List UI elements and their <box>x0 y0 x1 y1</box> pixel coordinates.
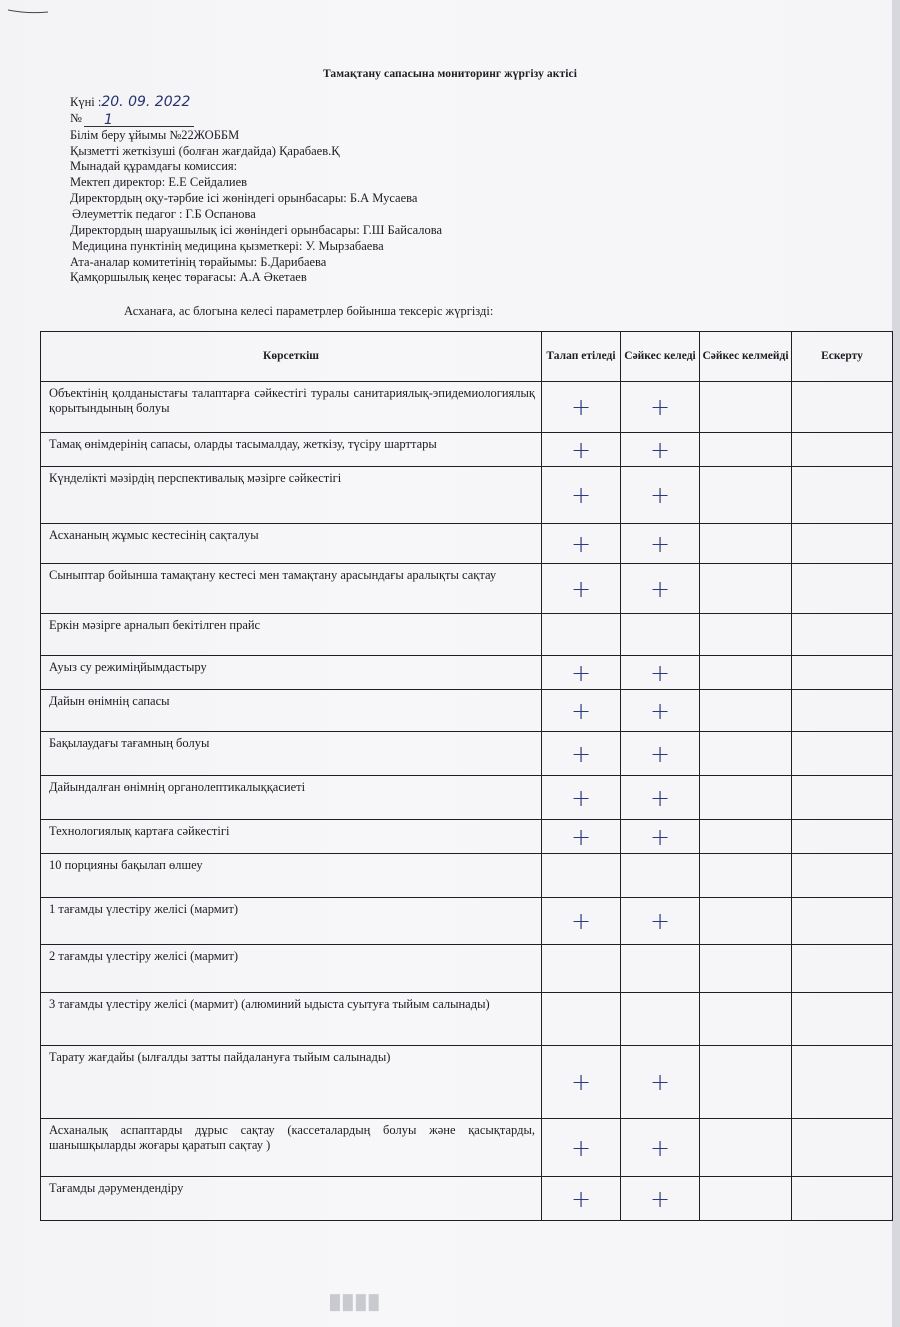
commission-line: Қамқоршылық кеңес төрағасы: А.А Әкетаев <box>70 270 307 284</box>
page-edge <box>892 0 900 1327</box>
not-matches-cell <box>700 1177 792 1221</box>
column-header-note: Ескерту <box>792 332 893 382</box>
required-mark: + <box>542 564 621 614</box>
not-matches-cell <box>700 433 792 467</box>
pen-scribble-mark <box>8 8 48 14</box>
table-body <box>41 382 893 1221</box>
not-matches-cell <box>700 564 792 614</box>
table-row <box>41 776 893 820</box>
not-matches-cell <box>700 467 792 524</box>
commission-line: Ата-аналар комитетінің төрайымы: Б.Дарибаева <box>70 255 327 269</box>
matches-mark: + <box>621 1177 700 1221</box>
note-cell <box>792 820 893 854</box>
note-cell <box>792 524 893 564</box>
indicator-cell: Бақылаудағы тағамның болуы <box>41 732 542 776</box>
commission-line: Мынадай құрамдағы комиссия: <box>70 159 238 173</box>
column-header-indicator: Көрсеткіш <box>41 332 542 382</box>
not-matches-cell <box>700 993 792 1046</box>
matches-mark: + <box>621 1119 700 1177</box>
number-value: 1 <box>103 111 113 128</box>
date-line <box>70 95 190 111</box>
note-cell <box>792 993 893 1046</box>
note-cell <box>792 945 893 993</box>
indicator-cell: 3 тағамды үлестіру желісі (мармит) (алюминий ыдыста суытуға тыйым салынады) <box>41 993 542 1046</box>
column-header-required: Талап етіледі <box>542 332 621 382</box>
matches-mark: + <box>621 1046 700 1119</box>
table-row <box>41 1177 893 1221</box>
number-label: № <box>70 111 82 125</box>
table-row <box>41 1119 893 1177</box>
date-label: Күні : <box>70 95 102 109</box>
required-mark: + <box>542 690 621 732</box>
matches-mark <box>621 993 700 1046</box>
commission-line: Әлеуметтік педагог : Г.Б Оспанова <box>72 207 256 221</box>
matches-mark: + <box>621 524 700 564</box>
table-header-row <box>41 332 893 382</box>
indicator-cell: Күнделікті мәзірдің перспективалық мәзірге сәйкестігі <box>41 467 542 524</box>
note-cell <box>792 1046 893 1119</box>
not-matches-cell <box>700 382 792 433</box>
required-mark: + <box>542 1119 621 1177</box>
note-cell <box>792 1119 893 1177</box>
not-matches-cell <box>700 854 792 898</box>
required-mark: + <box>542 1046 621 1119</box>
table-row <box>41 993 893 1046</box>
matches-mark: + <box>621 898 700 945</box>
not-matches-cell <box>700 690 792 732</box>
indicator-cell: 1 тағамды үлестіру желісі (мармит) <box>41 898 542 945</box>
matches-mark: + <box>621 732 700 776</box>
not-matches-cell <box>700 524 792 564</box>
required-mark: + <box>542 1177 621 1221</box>
indicator-cell: Сыныптар бойынша тамақтану кестесі мен тамақтану арасындағы аралықты сақтау <box>41 564 542 614</box>
matches-mark: + <box>621 467 700 524</box>
required-mark <box>542 854 621 898</box>
table-row <box>41 656 893 690</box>
note-cell <box>792 1177 893 1221</box>
indicator-cell: Дайындалған өнімнің органолептикалыққасиеті <box>41 776 542 820</box>
not-matches-cell <box>700 776 792 820</box>
not-matches-cell <box>700 1119 792 1177</box>
required-mark: + <box>542 776 621 820</box>
table-row <box>41 564 893 614</box>
document-title: Тамақтану сапасына мониторинг жүргізу актісі <box>322 68 578 80</box>
required-mark: + <box>542 820 621 854</box>
not-matches-cell <box>700 945 792 993</box>
required-mark: + <box>542 467 621 524</box>
commission-line: Мектеп директор: Е.Е Сейдалиев <box>70 175 248 189</box>
note-cell <box>792 656 893 690</box>
not-matches-cell <box>700 1046 792 1119</box>
table-row <box>41 1046 893 1119</box>
matches-mark: + <box>621 690 700 732</box>
indicator-cell: 2 тағамды үлестіру желісі (мармит) <box>41 945 542 993</box>
required-mark: + <box>542 656 621 690</box>
matches-mark: + <box>621 433 700 467</box>
matches-mark <box>621 854 700 898</box>
required-mark <box>542 993 621 1046</box>
table-row <box>41 945 893 993</box>
note-cell <box>792 433 893 467</box>
required-mark: + <box>542 898 621 945</box>
indicator-cell: Ауыз су режиміңйымдастыру <box>41 656 542 690</box>
table-row <box>41 524 893 564</box>
indicator-cell: Технологиялық картаға сәйкестігі <box>41 820 542 854</box>
required-mark: + <box>542 433 621 467</box>
table-row <box>41 382 893 433</box>
note-cell <box>792 854 893 898</box>
indicator-cell: Асханалық аспаптарды дұрыс сақтау (кассеталардың болуы және қасықтарды, шанышқыларды жоғары қаратып сақтау ) <box>41 1119 542 1177</box>
matches-mark: + <box>621 820 700 854</box>
commission-line: Қызметті жеткізуші (болған жағдайда) Қарабаев.Қ <box>70 144 340 158</box>
not-matches-cell <box>700 732 792 776</box>
not-matches-cell <box>700 614 792 656</box>
note-cell <box>792 467 893 524</box>
note-cell <box>792 776 893 820</box>
not-matches-cell <box>700 656 792 690</box>
table-row <box>41 898 893 945</box>
indicator-cell: Дайын өнімнің сапасы <box>41 690 542 732</box>
indicator-cell: Тамақ өнімдерінің сапасы, оларды тасымалдау, жеткізу, түсіру шарттары <box>41 433 542 467</box>
indicator-cell: Объектінің қолданыстағы талаптарға сәйкестігі туралы санитариялық-эпидемиологиялық қорытындының болуы <box>41 382 542 433</box>
number-line <box>70 111 194 127</box>
note-cell <box>792 382 893 433</box>
commission-line: Директордың шаруашылық ісі жөніндегі орынбасары: Г.Ш Байсалова <box>70 223 443 237</box>
commission-line: Директордың оқу-тәрбие ісі жөніндегі орынбасары: Б.А Мусаева <box>70 191 418 205</box>
column-header-matches: Сәйкес келеді <box>621 332 700 382</box>
required-mark: + <box>542 524 621 564</box>
indicator-cell: Еркін мәзірге арналып бекітілген прайс <box>41 614 542 656</box>
bleed-through-marks: ████ <box>330 1296 382 1311</box>
matches-mark: + <box>621 564 700 614</box>
required-mark <box>542 945 621 993</box>
required-mark: + <box>542 732 621 776</box>
note-cell <box>792 564 893 614</box>
required-mark: + <box>542 382 621 433</box>
number-underline <box>84 113 194 127</box>
indicator-cell: 10 порцияны бақылап өлшеу <box>41 854 542 898</box>
table-row <box>41 467 893 524</box>
required-mark <box>542 614 621 656</box>
table-row <box>41 690 893 732</box>
commission-line: Медицина пунктінің медицина қызметкері: У. Мырзабаева <box>72 239 384 253</box>
inspection-table <box>40 331 893 1221</box>
not-matches-cell <box>700 820 792 854</box>
matches-mark <box>621 614 700 656</box>
indicator-cell: Тарату жағдайы (ылғалды затты пайдалануға тыйым салынады) <box>41 1046 542 1119</box>
note-cell <box>792 690 893 732</box>
table-row <box>41 433 893 467</box>
table-row <box>41 854 893 898</box>
indicator-cell: Тағамды дәрумендендіру <box>41 1177 542 1221</box>
matches-mark: + <box>621 382 700 433</box>
not-matches-cell <box>700 898 792 945</box>
table-row <box>41 820 893 854</box>
note-cell <box>792 898 893 945</box>
intro-text: Асханаға, ас блогына келесі параметрлер бойынша тексеріс жүргізді: <box>124 304 494 318</box>
commission-line: Білім беру ұйымы №22ЖОББМ <box>70 128 240 142</box>
matches-mark: + <box>621 656 700 690</box>
note-cell <box>792 732 893 776</box>
matches-mark: + <box>621 776 700 820</box>
indicator-cell: Асхананың жұмыс кестесінің сақталуы <box>41 524 542 564</box>
date-value: 20. 09. 2022 <box>101 94 191 110</box>
matches-mark <box>621 945 700 993</box>
note-cell <box>792 614 893 656</box>
table-row <box>41 732 893 776</box>
table-row <box>41 614 893 656</box>
column-header-not-matches: Сәйкес келмейді <box>700 332 792 382</box>
